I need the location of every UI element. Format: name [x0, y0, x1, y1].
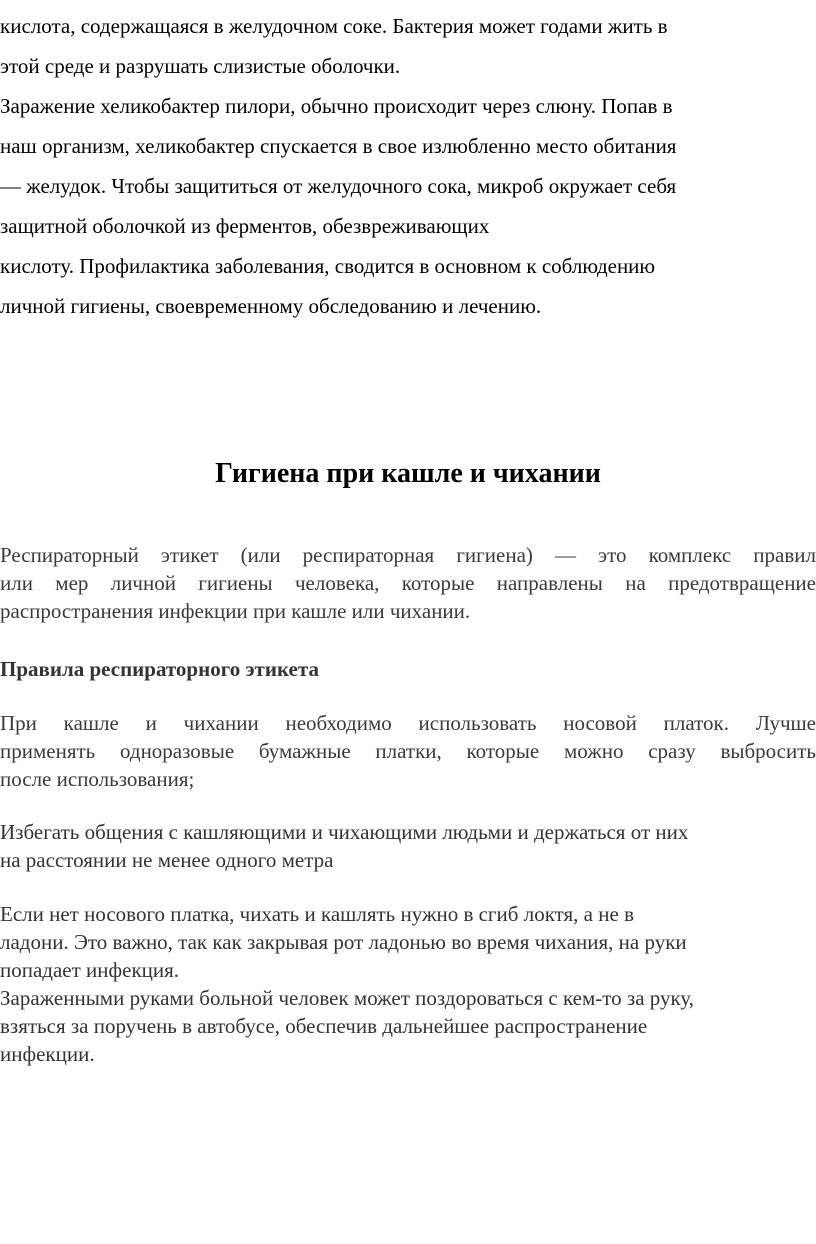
intro-paragraph — [0, 6, 816, 326]
rule-paragraph — [0, 709, 816, 793]
text-line: после использования; — [0, 767, 195, 791]
text-line: наш организм, хеликобактер спускается в свое излюбленно место обитания — [0, 134, 677, 158]
text-line: на расстоянии не менее одного метра — [0, 848, 334, 872]
definition-paragraph — [0, 541, 816, 625]
text-line: Избегать общения с кашляющими и чихающими людьми и держаться от них — [0, 820, 689, 844]
text-line: защитной оболочкой из ферментов, обезвреживающих — [0, 214, 490, 238]
rules-heading: Правила респираторного этикета — [0, 657, 319, 681]
text-line: кислоту. Профилактика заболевания, сводится в основном к соблюдению — [0, 254, 656, 278]
text-line: Респираторный этикет (или респираторная гигиена) — это комплекс правил — [0, 543, 816, 567]
text-line: инфекции. — [0, 1042, 95, 1066]
text-line: применять одноразовые бумажные платки, которые можно сразу выбросить — [0, 739, 816, 763]
section-heading: Гигиена при кашле и чихании — [215, 458, 601, 489]
text-line: — желудок. Чтобы защититься от желудочного сока, микроб окружает себя — [0, 174, 677, 198]
text-line: Зараженными руками больной человек может поздороваться с кем-то за руку, — [0, 986, 695, 1010]
text-line: распространения инфекции при кашле или чихании. — [0, 599, 471, 623]
text-line: ладони. Это важно, так как закрывая рот ладонью во время чихания, на руки — [0, 930, 687, 954]
text-line: При кашле и чихании необходимо использовать носовой платок. Лучше — [0, 711, 816, 735]
text-line: попадает инфекция. — [0, 958, 180, 982]
rule-paragraph — [0, 818, 816, 874]
rule-paragraph — [0, 900, 816, 1068]
text-line: этой среде и разрушать слизистые оболочки. — [0, 54, 401, 78]
text-line: Если нет носового платка, чихать и кашлять нужно в сгиб локтя, а не в — [0, 902, 634, 926]
text-line: или мер личной гигиены человека, которые направлены на предотвращение — [0, 571, 816, 595]
text-line: взяться за поручень в автобусе, обеспечив дальнейшее распространение — [0, 1014, 648, 1038]
text-line: Заражение хеликобактер пилори, обычно происходит через слюну. Попав в — [0, 94, 673, 118]
text-line: личной гигиены, своевременному обследованию и лечению. — [0, 294, 542, 318]
text-line: кислота, содержащаяся в желудочном соке. Бактерия может годами жить в — [0, 14, 668, 38]
